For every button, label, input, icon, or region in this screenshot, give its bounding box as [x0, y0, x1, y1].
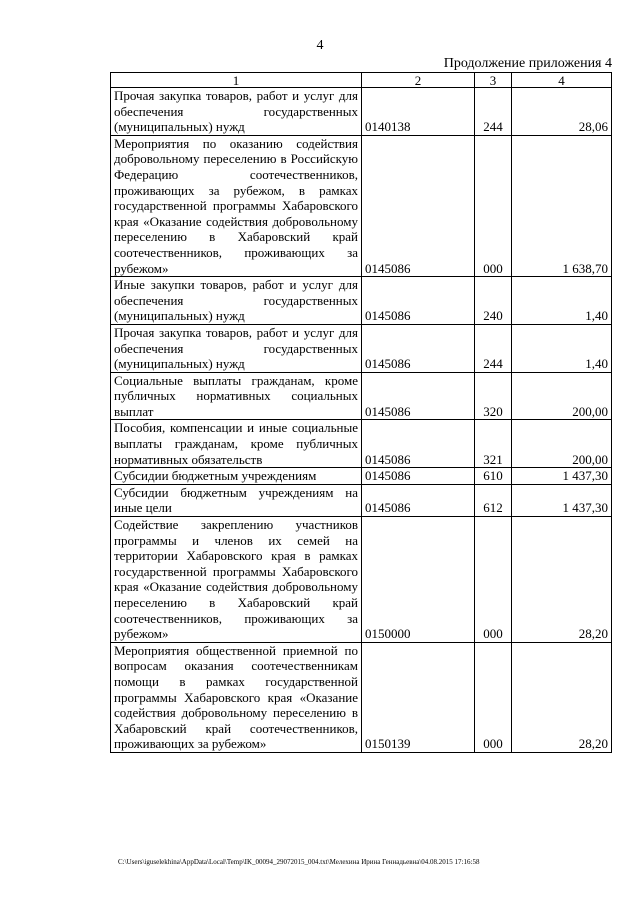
row-type: 244	[475, 88, 512, 136]
row-amount: 1 437,30	[512, 484, 612, 516]
row-name: Иные закупки товаров, работ и услуг для обеспечения государственных (муниципальных) нужд	[111, 277, 362, 325]
row-code: 0140138	[362, 88, 475, 136]
row-amount: 1,40	[512, 324, 612, 372]
continuation-label: Продолжение приложения 4	[443, 56, 612, 71]
row-name: Пособия, компенсации и иные социальные выплаты гражданам, кроме публичных нормативных обязательств	[111, 420, 362, 468]
row-type: 000	[475, 517, 512, 643]
header-cell: 2	[362, 73, 475, 88]
row-name: Прочая закупка товаров, работ и услуг для обеспечения государственных (муниципальных) нужд	[111, 88, 362, 136]
row-type: 321	[475, 420, 512, 468]
row-type: 610	[475, 468, 512, 485]
row-name: Субсидии бюджетным учреждениям	[111, 468, 362, 485]
table-row	[111, 420, 612, 468]
row-name: Мероприятия по оказанию содействия добровольному переселению в Российскую Федерацию соотечественников, проживающих за рубежом, в рамках государственной программы Хабаровского края «Оказание содействия добровольному переселению в Хабаровский край соотечественников, проживающих за рубежом»	[111, 135, 362, 276]
row-amount: 200,00	[512, 420, 612, 468]
row-amount: 1,40	[512, 277, 612, 325]
table-header-row	[111, 73, 612, 88]
row-amount: 28,20	[512, 642, 612, 752]
row-amount: 1 638,70	[512, 135, 612, 276]
row-name: Субсидии бюджетным учреждениям на иные цели	[111, 484, 362, 516]
row-type: 000	[475, 642, 512, 752]
table-row	[111, 88, 612, 136]
table-row	[111, 135, 612, 276]
row-code: 0145086	[362, 135, 475, 276]
row-name: Мероприятия общественной приемной по вопросам оказания соотечественникам помощи в рамках государственной программы Хабаровского края «Оказание содействия добровольному переселению в Хабаровский край соотечественников, проживающих за рубежом»	[111, 642, 362, 752]
row-name: Социальные выплаты гражданам, кроме публичных нормативных социальных выплат	[111, 372, 362, 420]
page-number: 4	[316, 38, 324, 53]
table-row	[111, 484, 612, 516]
header-cell: 3	[475, 73, 512, 88]
header-cell: 4	[512, 73, 612, 88]
row-amount: 28,06	[512, 88, 612, 136]
budget-table	[110, 72, 612, 753]
row-code: 0150000	[362, 517, 475, 643]
row-code: 0145086	[362, 420, 475, 468]
row-code: 0145086	[362, 372, 475, 420]
row-type: 612	[475, 484, 512, 516]
table-row	[111, 324, 612, 372]
row-type: 240	[475, 277, 512, 325]
row-type: 320	[475, 372, 512, 420]
file-path-footer: C:\Users\iguselekhina\AppData\Local\Temp\IK_00094_29072015_004.txt\Мелехина Ирина Геннадьевна\04.08.2015 17:16:58	[118, 858, 480, 866]
table-row	[111, 642, 612, 752]
table-row	[111, 517, 612, 643]
row-amount: 28,20	[512, 517, 612, 643]
table-row	[111, 372, 612, 420]
row-name: Содействие закреплению участников программы и членов их семей на территории Хабаровского края в рамках государственной программы Хабаровского края «Оказание содействия добровольному переселению в Хабаровский край соотечественников, проживающих за рубежом»	[111, 517, 362, 643]
header-cell: 1	[111, 73, 362, 88]
row-code: 0145086	[362, 324, 475, 372]
row-name: Прочая закупка товаров, работ и услуг для обеспечения государственных (муниципальных) нужд	[111, 324, 362, 372]
table-row	[111, 468, 612, 485]
row-amount: 200,00	[512, 372, 612, 420]
row-type: 000	[475, 135, 512, 276]
row-code: 0145086	[362, 484, 475, 516]
row-amount: 1 437,30	[512, 468, 612, 485]
row-type: 244	[475, 324, 512, 372]
row-code: 0150139	[362, 642, 475, 752]
row-code: 0145086	[362, 277, 475, 325]
row-code: 0145086	[362, 468, 475, 485]
table-row	[111, 277, 612, 325]
